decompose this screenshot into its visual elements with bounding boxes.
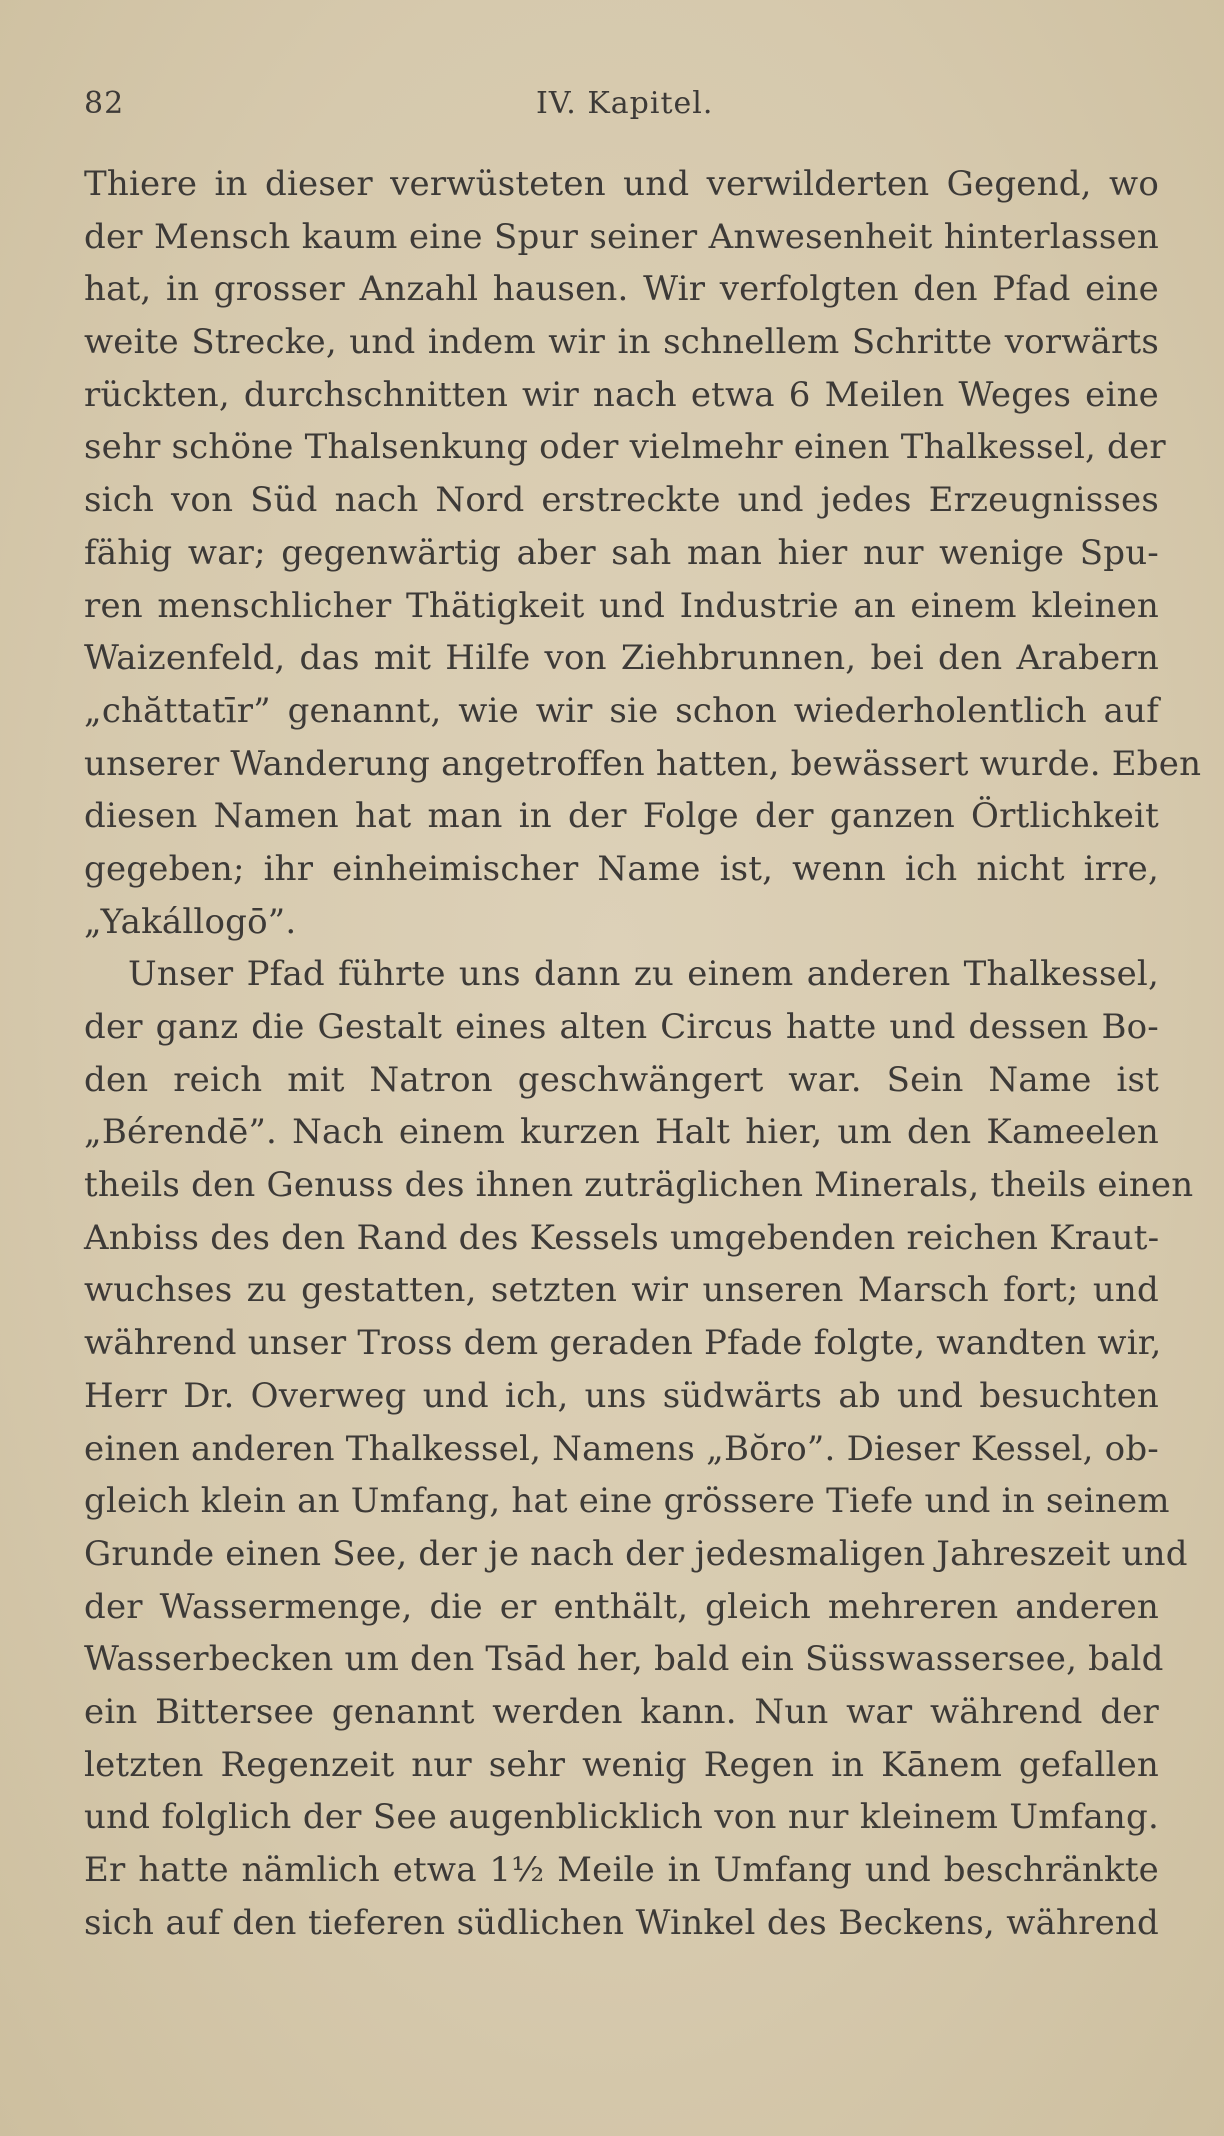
running-head <box>84 86 1154 130</box>
text-line: „Bérendē”. Nach einem kurzen Halt hier, um den Kameelen <box>84 1112 1159 1153</box>
text-line: sehr schöne Thalsenkung oder vielmehr einen Thalkessel, der <box>84 427 1166 468</box>
text-line: Herr Dr. Overweg und ich, uns südwärts ab und besuchten <box>84 1375 1159 1416</box>
text-line: während unser Tross dem geraden Pfade folgte, wandten wir, <box>84 1323 1162 1364</box>
text-line: Waizenfeld, das mit Hilfe von Ziehbrunnen, bei den Arabern <box>84 638 1159 679</box>
text-line: wuchses zu gestatten, setzten wir unseren Marsch fort; und <box>84 1270 1159 1311</box>
text-line: letzten Regenzeit nur sehr wenig Regen in Kānem gefallen <box>84 1744 1159 1785</box>
text-line: sich auf den tieferen südlichen Winkel des Beckens, während <box>84 1902 1159 1943</box>
text-line: einen anderen Thalkessel, Namens „Bŏro”. Dieser Kessel, ob- <box>84 1428 1159 1469</box>
text-line: ren menschlicher Thätigkeit und Industrie an einem kleinen <box>84 585 1159 626</box>
text-line: Grunde einen See, der je nach der jedesmaligen Jahreszeit und <box>84 1533 1188 1574</box>
text-line: theils den Genuss des ihnen zuträglichen Minerals, theils einen <box>84 1165 1194 1206</box>
text-line: „chăttatīr” genannt, wie wir sie schon wiederholentlich auf <box>84 690 1159 731</box>
text-line: der Wassermenge, die er enthält, gleich mehreren anderen <box>84 1586 1159 1627</box>
text-line: sich von Süd nach Nord erstreckte und jedes Erzeugnisses <box>84 480 1159 521</box>
text-line: diesen Namen hat man in der Folge der ganzen Örtlichkeit <box>84 796 1159 837</box>
text-line: weite Strecke, und indem wir in schnellem Schritte vorwärts <box>84 322 1159 363</box>
text-line: rückten, durchschnitten wir nach etwa 6 Meilen Weges eine <box>84 374 1159 415</box>
text-line: Er hatte nämlich etwa 1½ Meile in Umfang und beschränkte <box>84 1850 1159 1890</box>
paragraph-start-line: Unser Pfad führte uns dann zu einem anderen Thalkessel, <box>128 954 1159 995</box>
text-line: ein Bittersee genannt werden kann. Nun war während der <box>84 1691 1159 1732</box>
text-line: unserer Wanderung angetroffen hatten, bewässert wurde. Eben <box>84 743 1202 784</box>
text-line: Thiere in dieser verwüsteten und verwilderten Gegend, wo <box>84 164 1159 204</box>
text-line: Wasserbecken um den Tsād her, bald ein Süsswassersee, bald <box>84 1639 1164 1680</box>
chapter-title: IV. Kapitel. <box>536 86 714 121</box>
text-line: fähig war; gegenwärtig aber sah man hier nur wenige Spu- <box>84 532 1159 573</box>
text-line: gegeben; ihr einheimischer Name ist, wenn ich nicht irre, <box>84 848 1159 889</box>
text-line: und folglich der See augenblicklich von nur kleinem Umfang. <box>84 1797 1159 1838</box>
body-text <box>84 158 1202 1949</box>
text-line: der Mensch kaum eine Spur seiner Anwesenheit hinterlassen <box>84 216 1159 257</box>
page-number: 82 <box>84 86 125 121</box>
text-line: gleich klein an Umfang, hat eine grössere Tiefe und in seinem <box>84 1481 1170 1522</box>
paragraph-end-line: „Yakállogō”. <box>84 901 297 942</box>
text-line: hat, in grosser Anzahl hausen. Wir verfolgten den Pfad eine <box>84 269 1159 310</box>
text-line: Anbiss des den Rand des Kessels umgebenden reichen Kraut- <box>84 1217 1160 1258</box>
text-line: der ganz die Gestalt eines alten Circus hatte und dessen Bo- <box>84 1007 1159 1047</box>
text-line: den reich mit Natron geschwängert war. Sein Name ist <box>84 1059 1159 1100</box>
